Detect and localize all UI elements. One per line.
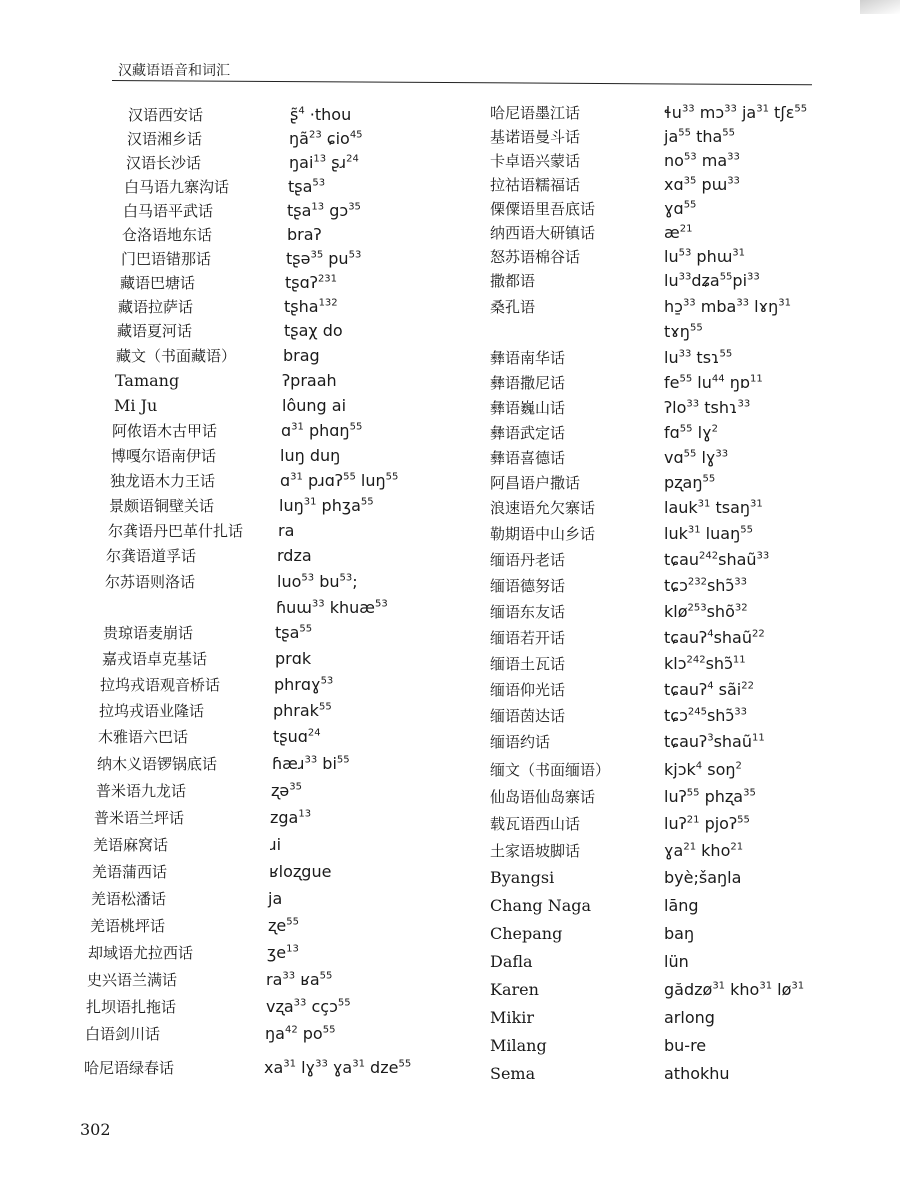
right-word-form: $æ^{21}$ [664, 223, 693, 242]
left-language-name: 纳木义语锣锅底话 [97, 755, 218, 773]
left-language-name: 景颇语铜壁关话 [109, 497, 215, 515]
right-language-name: 卡卓语兴蒙话 [490, 152, 581, 170]
left-language-name: 门巴语错那话 [121, 250, 212, 268]
right-language-name: 仙岛语仙岛寨话 [490, 788, 596, 806]
left-language-name: 羌语蒲西话 [92, 863, 168, 881]
right-word-form: lāng [664, 896, 699, 915]
left-language-name: 贵琼语麦崩话 [103, 624, 194, 642]
left-word-form: tʂuɑ$^{24}$ [273, 727, 321, 746]
left-language-name: 尔龚语道孚话 [106, 547, 197, 565]
left-language-name: 木雅语六巴话 [98, 728, 189, 746]
left-language-name: 藏文（书面藏语） [116, 347, 237, 365]
right-language-name: 怒苏语棉谷话 [490, 248, 581, 266]
left-word-form: lôung ai [282, 396, 347, 415]
left-word-form: vʐa$^{33}$ cçɔ$^{55}$ [266, 997, 351, 1016]
right-word-form: klɔ$^{242}$shɔ̃$^{11}$ [664, 654, 746, 673]
right-word-form: xɑ$^{35}$ pɯ$^{33}$ [664, 175, 740, 194]
right-word-form: ʔlo$^{33}$ tshɿ$^{33}$ [664, 398, 751, 417]
left-language-name: 白马语九寨沟话 [124, 178, 230, 196]
right-language-name: 缅语土瓦话 [490, 655, 566, 673]
right-language-name: 缅语若开话 [490, 629, 566, 647]
right-word-form: $lu^{33}$ tsɿ$^{55}$ [664, 348, 733, 367]
right-language-name: 基诺语曼斗话 [490, 128, 581, 146]
left-word-form: prɑk [275, 649, 312, 668]
left-language-name: 仓洛语地东话 [122, 226, 213, 244]
left-word-form: luŋ$^{31}$ phʒa$^{55}$ [279, 496, 374, 515]
left-language-name: 藏语拉萨话 [118, 298, 194, 316]
left-language-name: 白马语平武话 [123, 202, 214, 220]
right-language-name: 阿昌语户撒话 [490, 474, 581, 492]
right-word-form: baŋ [664, 924, 695, 943]
left-language-name: 羌语桃坪话 [90, 917, 166, 935]
right-language-name: Milang [490, 1036, 547, 1055]
right-word-form: $fe^{55}$ $lu^{44}$ ŋɒ$^{11}$ [664, 373, 763, 392]
right-word-form: bu-re [664, 1036, 707, 1055]
left-word-form: ʂ̃$^4$ ·thou [290, 105, 352, 124]
left-word-form: luŋ duŋ [280, 446, 341, 465]
left-word-form: $ŋa^{42}$ $po^{55}$ [265, 1024, 336, 1043]
left-word-form: luo$^{53}$ $bu^{53}$; [277, 572, 358, 591]
left-language-name: 普米语九龙话 [96, 782, 187, 800]
right-language-name: 缅语约话 [490, 733, 551, 751]
left-language-name: 却域语尤拉西话 [88, 944, 194, 962]
right-language-name: 缅语东友话 [490, 603, 566, 621]
left-language-name: 白语剑川话 [85, 1025, 161, 1043]
right-language-name: 桑孔语 [490, 298, 536, 316]
right-word-form: $lu^{53}$ phɯ$^{31}$ [664, 247, 746, 266]
page-corner-shadow [860, 0, 900, 14]
right-language-name: 彝语巍山话 [490, 399, 566, 417]
right-language-name: 载瓦语西山话 [490, 815, 581, 833]
left-language-name: 尔苏语则洛话 [105, 573, 196, 591]
right-language-name: Chepang [490, 924, 563, 943]
left-word-form: ɑ$^{31}$ pɹɑʔ$^{55}$ luŋ$^{55}$ [280, 471, 399, 490]
right-word-form: tɕauʔ$^3$shaũ$^{11}$ [664, 732, 765, 751]
left-language-name: 羌语麻窝话 [93, 836, 169, 854]
right-language-name: 缅语茵达话 [490, 707, 566, 725]
left-word-form: ʒe$^{13}$ [267, 943, 299, 962]
right-word-form: byè;šaŋla [664, 868, 742, 887]
left-word-form: $xa^{31}$ lɣ$^{33}$ ɣa$^{31}$ dze$^{55}$ [264, 1058, 412, 1077]
left-word-form: tʂha$^{132}$ [284, 297, 338, 316]
right-language-name: Mikir [490, 1008, 534, 1027]
left-word-form: rdza [277, 546, 312, 565]
left-language-name: 拉坞戎语业隆话 [99, 702, 205, 720]
left-language-name: 拉坞戎语观音桥话 [100, 676, 221, 694]
left-word-form: tʂa$^{13}$ gɔ$^{35}$ [287, 201, 361, 220]
left-language-name: 藏语巴塘话 [120, 274, 196, 292]
right-language-name: Karen [490, 980, 539, 999]
right-language-name: 缅语仰光话 [490, 681, 566, 699]
left-word-form: ɦuɯ$^{33}$ khuæ$^{53}$ [276, 598, 388, 617]
left-language-name: 普米语兰坪话 [94, 809, 185, 827]
left-language-name: 羌语松潘话 [91, 890, 167, 908]
left-word-form: ɹi [270, 835, 282, 854]
left-language-name: 哈尼语绿春话 [84, 1059, 175, 1077]
right-word-form: pʐaŋ$^{55}$ [664, 473, 716, 492]
right-language-name: 傈僳语里吾底话 [490, 200, 596, 218]
right-word-form: $ja^{55}$ tha$^{55}$ [664, 127, 736, 146]
right-word-form: luk$^{31}$ luaŋ$^{55}$ [664, 524, 753, 543]
left-language-name: Tamang [115, 371, 180, 390]
right-language-name: 拉祜语糯福话 [490, 176, 581, 194]
left-word-form: ʐe$^{55}$ [268, 916, 299, 935]
left-word-form: braʔ [287, 225, 322, 244]
right-language-name: 撒都语 [490, 272, 536, 290]
right-language-name: 彝语撒尼话 [490, 374, 566, 392]
right-word-form: ɣɑ$^{55}$ [664, 199, 697, 218]
right-word-form: arlong [664, 1008, 715, 1027]
left-language-name: 尔龚语丹巴革什扎话 [108, 522, 244, 540]
right-language-name: Sema [490, 1064, 536, 1083]
left-word-form: tʂa$^{53}$ [288, 177, 326, 196]
left-word-form: ja [268, 889, 283, 908]
header-rule [112, 80, 812, 85]
left-word-form: tʂaχ do [284, 321, 343, 340]
right-language-name: 纳西语大研镇话 [490, 224, 596, 242]
left-language-name: 扎坝语扎拖话 [86, 998, 177, 1016]
left-word-form: $ra^{33}$ ʁa$^{55}$ [266, 970, 333, 989]
right-language-name: Byangsi [490, 868, 555, 887]
right-word-form: ɬu$^{33}$ mɔ$^{33}$ $ja^{31}$ tʃɛ$^{55}$ [664, 103, 808, 122]
left-language-name: 独龙语木力王话 [110, 472, 216, 490]
left-word-form: ʁloʐgue [269, 862, 332, 881]
right-word-form: luʔ$^{21}$ pjoʔ$^{55}$ [664, 814, 750, 833]
right-language-name: 彝语喜德话 [490, 449, 566, 467]
left-language-name: 嘉戎语卓克基话 [102, 650, 208, 668]
left-word-form: $ŋã^{23}$ ɕio$^{45}$ [289, 129, 363, 148]
left-language-name: Mi Ju [114, 396, 158, 415]
right-language-name: 彝语武定话 [490, 424, 566, 442]
left-language-name: 汉语湘乡话 [127, 130, 203, 148]
right-language-name: 勒期语中山乡话 [490, 525, 596, 543]
right-word-form: hɔ̱$^{33}$ mba$^{33}$ lɤŋ$^{31}$ [664, 297, 791, 316]
right-word-form: vɑ$^{55}$ lɣ$^{33}$ [664, 448, 729, 467]
right-word-form: kjɔk$^4$ soŋ$^2$ [664, 760, 742, 779]
right-word-form: lauk$^{31}$ tsaŋ$^{31}$ [664, 498, 763, 517]
right-word-form: tɕauʔ$^4$ sãi$^{22}$ [664, 680, 754, 699]
right-word-form: $no^{53}$ $ma^{33}$ [664, 151, 740, 170]
left-word-form: ʔpraah [282, 371, 337, 390]
left-word-form: ra [278, 521, 295, 540]
left-word-form: tʂə$^{35}$ $pu^{53}$ [286, 249, 362, 268]
right-language-name: 缅语丹老话 [490, 551, 566, 569]
right-word-form: tɕauʔ$^4$shaũ$^{22}$ [664, 628, 765, 647]
page-number: 302 [80, 1120, 111, 1139]
running-header: 汉藏语语音和词汇 [118, 63, 230, 79]
left-language-name: 阿侬语木古甲话 [112, 422, 218, 440]
right-language-name: 浪速语允欠寨话 [490, 499, 596, 517]
right-word-form: fɑ$^{55}$ lɣ$^2$ [664, 423, 718, 442]
left-word-form: brag [283, 346, 320, 365]
right-language-name: 哈尼语墨江话 [490, 104, 581, 122]
right-word-form: tɕɔ$^{232}$shɔ̃$^{33}$ [664, 576, 747, 595]
right-word-form: tɕau$^{242}$shaũ$^{33}$ [664, 550, 770, 569]
right-word-form: klø$^{253}$shõ$^{32}$ [664, 602, 748, 621]
right-word-form: athokhu [664, 1064, 730, 1083]
right-word-form: gădzø$^{31}$ kho$^{31}$ $lø^{31}$ [664, 980, 805, 999]
right-language-name: Dafla [490, 952, 533, 971]
right-word-form: luʔ$^{55}$ phʐa$^{35}$ [664, 787, 756, 806]
left-language-name: 藏语夏河话 [117, 322, 193, 340]
right-language-name: 土家语坡脚话 [490, 842, 581, 860]
right-word-form: $lu^{33}dʑa^{55}pi^{33}$ [664, 271, 760, 290]
left-language-name: 汉语西安话 [128, 106, 204, 124]
right-word-form: ɣa$^{21}$ kho$^{21}$ [664, 841, 744, 860]
right-language-name: Chang Naga [490, 896, 592, 915]
left-word-form: ɦæɹ$^{33}$ $bi^{55}$ [272, 754, 350, 773]
right-word-form: lün [664, 952, 689, 971]
left-word-form: ŋai$^{13}$ ʂɹ$^{24}$ [289, 153, 359, 172]
right-language-name: 彝语南华话 [490, 349, 566, 367]
left-word-form: ɑ$^{31}$ phɑŋ$^{55}$ [281, 421, 363, 440]
left-word-form: tʂɑʔ$^{231}$ [285, 273, 338, 292]
left-word-form: tʂa$^{55}$ [275, 623, 313, 642]
right-language-name: 缅语德努话 [490, 577, 566, 595]
left-language-name: 博嘎尔语南伊话 [111, 447, 217, 465]
left-word-form: phrɑɣ$^{53}$ [274, 675, 334, 694]
right-word-form: tɤŋ$^{55}$ [664, 322, 703, 341]
right-word-form: tɕɔ$^{245}$shɔ̃$^{33}$ [664, 706, 747, 725]
right-language-name: 缅文（书面缅语） [490, 761, 611, 779]
left-word-form: ʐə$^{35}$ [271, 781, 302, 800]
left-word-form: zga$^{13}$ [270, 808, 312, 827]
left-language-name: 汉语长沙话 [126, 154, 202, 172]
left-language-name: 史兴语兰满话 [87, 971, 178, 989]
left-word-form: phrak$^{55}$ [273, 701, 332, 720]
